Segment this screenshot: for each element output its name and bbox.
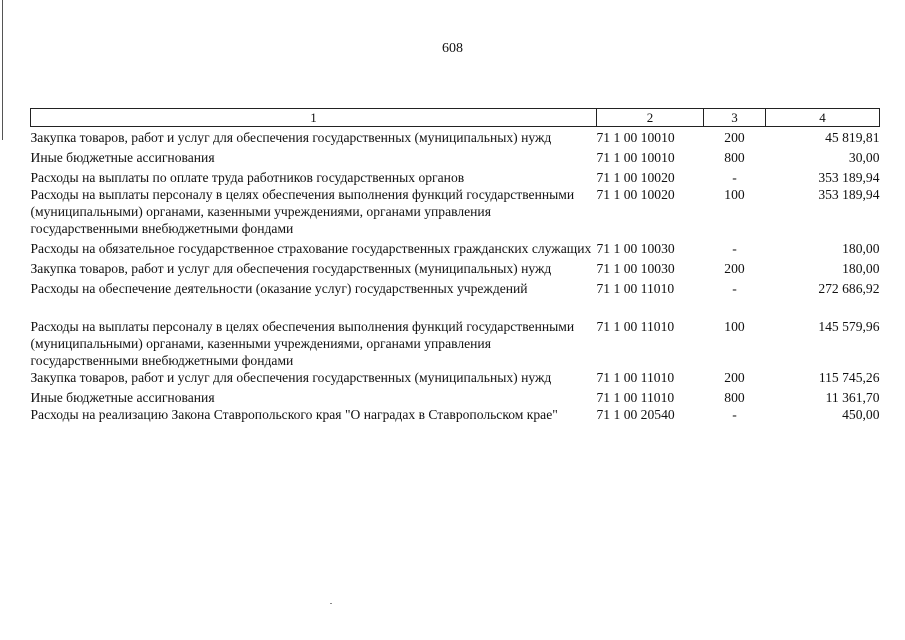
column-header-2: 2 [597,109,704,127]
row-name: Расходы на выплаты персоналу в целях обеспечения выполнения функций государственными (муниципальными) органами, казенными учреждениями, органами управления государственными внебюджетными фондами [30,187,575,236]
row-code: 71 1 00 10030 [596,241,675,256]
row-type: - [732,281,737,296]
row-code: 71 1 00 10010 [596,130,675,145]
row-name: Расходы на выплаты по оплате труда работников государственных органов [30,170,465,185]
row-amount: 353 189,94 [818,187,880,202]
row-type: - [732,407,737,422]
row-amount: 450,00 [842,407,880,422]
scan-speck [330,603,332,604]
row-type: - [732,170,737,185]
row-code: 71 1 00 10020 [596,187,675,202]
row-amount: 272 686,92 [818,281,880,296]
row-name: Закупка товаров, работ и услуг для обеспечения государственных (муниципальных) нужд [30,261,552,276]
row-code: 71 1 00 10020 [596,170,675,185]
header-row [31,109,880,127]
row-name: Иные бюджетные ассигнования [30,150,215,165]
budget-table [30,108,880,423]
row-amount: 180,00 [842,261,880,276]
row-name: Расходы на выплаты персоналу в целях обеспечения выполнения функций государственными (муниципальными) органами, казенными учреждениями, органами управления государственными внебюджетными фондами [30,319,575,368]
row-amount: 180,00 [842,241,880,256]
row-type: 100 [724,187,745,202]
column-header-3: 3 [704,109,766,127]
table-row [31,369,880,389]
table-row [31,169,880,186]
row-name: Закупка товаров, работ и услуг для обеспечения государственных (муниципальных) нужд [30,130,552,145]
table-row [31,127,880,150]
row-amount: 353 189,94 [818,170,880,185]
row-name: Иные бюджетные ассигнования [30,390,215,405]
row-name: Расходы на обеспечение деятельности (оказание услуг) государственных учреждений [30,281,528,296]
scan-edge-line [2,0,3,140]
table-row [31,389,880,406]
table-row [31,260,880,280]
row-type: 800 [724,390,745,405]
column-header-1: 1 [31,109,597,127]
row-type: 800 [724,150,745,165]
row-code: 71 1 00 20540 [596,407,675,422]
row-code: 71 1 00 11010 [596,281,675,296]
row-code: 71 1 00 10030 [596,261,675,276]
row-code: 71 1 00 11010 [596,319,675,334]
row-code: 71 1 00 11010 [596,390,675,405]
table-row [31,149,880,169]
row-code: 71 1 00 11010 [596,370,675,385]
row-type: 200 [724,370,745,385]
row-type: 100 [724,319,745,334]
table-row [31,406,880,423]
row-name: Закупка товаров, работ и услуг для обеспечения государственных (муниципальных) нужд [30,370,552,385]
table-row [31,318,880,369]
row-amount: 30,00 [848,150,880,165]
row-type: - [732,241,737,256]
table-row [31,186,880,240]
column-header-4: 4 [766,109,880,127]
row-name: Расходы на реализацию Закона Ставропольского края "О наградах в Ставропольском крае" [30,407,558,422]
row-name: Расходы на обязательное государственное страхование государственных гражданских служащих [30,241,592,256]
page-number: 608 [442,41,463,56]
table-row [31,280,880,318]
row-code: 71 1 00 10010 [596,150,675,165]
row-amount: 45 819,81 [825,130,880,145]
row-amount: 115 745,26 [818,370,880,385]
row-amount: 145 579,96 [818,319,880,334]
table-row [31,240,880,260]
row-type: 200 [724,130,745,145]
row-amount: 11 361,70 [825,390,880,405]
row-type: 200 [724,261,745,276]
